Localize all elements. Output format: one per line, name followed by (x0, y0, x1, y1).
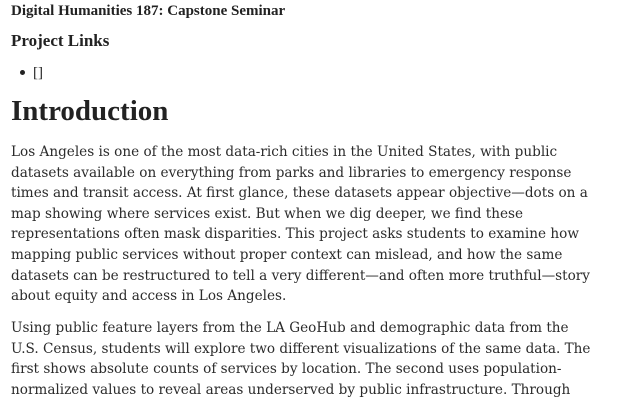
introduction-paragraph-1 (11, 142, 590, 307)
paragraph-line: Los Angeles is one of the most data-rich cities in the United States, with public (11, 144, 558, 160)
course-title: Digital Humanities 187: Capstone Seminar (11, 3, 286, 19)
paragraph-line: first shows absolute counts of services by location. The second uses population- (11, 361, 562, 378)
list-item (11, 63, 43, 83)
bullet-icon (20, 70, 25, 75)
paragraph-line: about equity and access in Los Angeles. (11, 288, 287, 305)
paragraph-line: representations often mask disparities. This project asks students to examine how (11, 226, 579, 243)
paragraph-line: mapping public services without proper context can mislead, and how the same (11, 246, 563, 263)
paragraph-line: datasets can be restructured to tell a very different—and often more truthful—story (11, 267, 590, 284)
introduction-heading: Introduction (11, 95, 169, 127)
project-links-heading: Project Links (11, 31, 110, 50)
paragraph-line: U.S. Census, students will explore two different visualizations of the same data. The (11, 340, 591, 357)
paragraph-line: normalized values to reveal areas underserved by public infrastructure. Through (11, 381, 571, 398)
paragraph-line: times and transit access. At first glance, these datasets appear objective—dots on a (11, 185, 588, 202)
introduction-paragraph-2 (11, 318, 591, 400)
project-links-list (11, 63, 43, 83)
paragraph-line: map showing where services exist. But when we dig deeper, we find these (11, 205, 524, 222)
paragraph-line: datasets available on everything from parks and libraries to emergency response (11, 164, 572, 181)
project-link-item-text[interactable]: [] (33, 65, 43, 81)
paragraph-line: Using public feature layers from the LA GeoHub and demographic data from the (11, 320, 569, 336)
